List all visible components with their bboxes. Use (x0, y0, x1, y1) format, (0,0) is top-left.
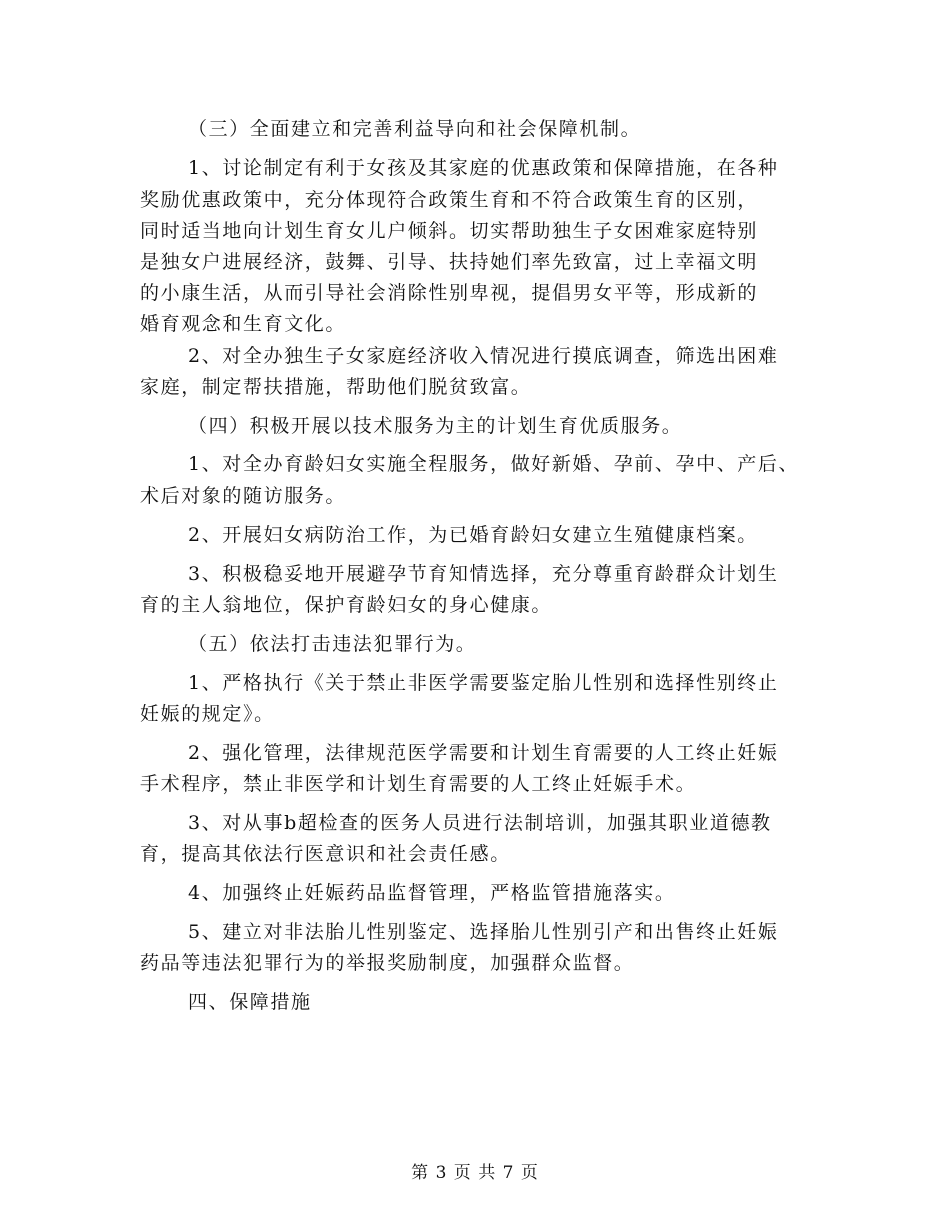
paragraph-line: 1、严格执行《关于禁止非医学需要鉴定胎儿性别和选择性别终止 (188, 672, 779, 694)
paragraph-line: 2、强化管理，法律规范医学需要和计划生育需要的人工终止妊娠 (188, 742, 779, 764)
section-heading-5: （五）依法打击违法犯罪行为。 (188, 633, 477, 655)
paragraph-line: 育，提高其依法行医意识和社会责任感。 (140, 843, 511, 865)
paragraph-line: 的小康生活，从而引导社会消除性别卑视，提倡男女平等，形成新的 (140, 282, 759, 304)
paragraph-line: 4、加强终止妊娠药品监督管理，严格监管措施落实。 (188, 882, 676, 904)
paragraph-line: 2、开展妇女病防治工作，为已婚育龄妇女建立生殖健康档案。 (188, 524, 758, 546)
paragraph-line: 2、对全办独生子女家庭经济收入情况进行摸底调查，筛选出困难 (188, 345, 779, 367)
paragraph-line: 是独女户进展经济，鼓舞、引导、扶持她们率先致富，过上幸福文明 (140, 251, 759, 273)
paragraph-line: 1、对全办育龄妇女实施全程服务，做好新婚、孕前、孕中、产后、 (188, 453, 800, 475)
paragraph-line: 家庭，制定帮扶措施，帮助他们脱贫致富。 (140, 376, 532, 398)
paragraph-line: 婚育观念和生育文化。 (140, 313, 347, 335)
section-heading-4: （四）积极开展以技术服务为主的计划生育优质服务。 (188, 415, 683, 437)
paragraph-line: 手术程序，禁止非医学和计划生育需要的人工终止妊娠手术。 (140, 773, 697, 795)
paragraph-line: 3、积极稳妥地开展避孕节育知情选择，充分尊重育龄群众计划生 (188, 563, 779, 585)
paragraph-line: 术后对象的随访服务。 (140, 485, 347, 507)
paragraph-line: 3、对从事b超检查的医务人员进行法制培训，加强其职业道德教 (188, 812, 772, 834)
paragraph-line: 1、讨论制定有利于女孩及其家庭的优惠政策和保障措施，在各种 (188, 157, 779, 179)
paragraph-line: 妊娠的规定》。 (140, 703, 275, 725)
paragraph-line: 同时适当地向计划生育女儿户倾斜。切实帮助独生子女困难家庭特别 (140, 220, 759, 242)
paragraph-line: 5、建立对非法胎儿性别鉴定、选择胎儿性别引产和出售终止妊娠 (188, 921, 779, 943)
paragraph-line: 育的主人翁地位，保护育龄妇女的身心健康。 (140, 594, 553, 616)
paragraph-line: 奖励优惠政策中，充分体现符合政策生育和不符合政策生育的区别， (140, 189, 759, 211)
section-heading-four: 四、保障措施 (188, 991, 312, 1013)
section-heading-3: （三）全面建立和完善利益导向和社会保障机制。 (188, 118, 642, 140)
paragraph-line: 药品等违法犯罪行为的举报奖励制度，加强群众监督。 (140, 952, 635, 974)
page-number-footer: 第 3 页 共 7 页 (411, 1163, 539, 1183)
